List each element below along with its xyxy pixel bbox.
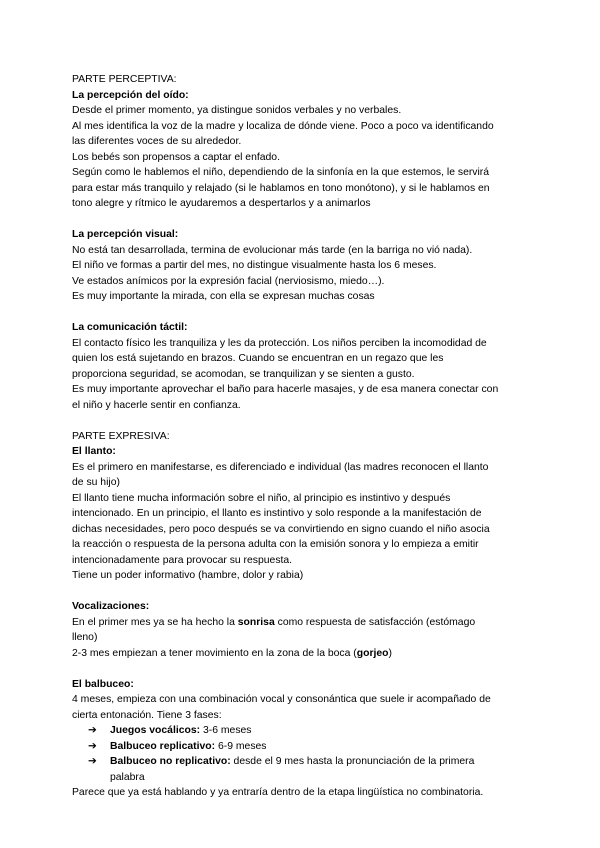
- phase-description: 3-6 meses: [200, 725, 252, 736]
- llanto-line: Es el primero en manifestarse, es diferenciado e individual (las madres reconocen el llanto: [72, 461, 489, 473]
- tactil-line: quien los está sujetando en brazos. Cuando se encuentran en un regazo que les: [72, 353, 444, 364]
- phase-name: Juegos vocálicos:: [110, 725, 201, 736]
- phase-list-item: [72, 754, 532, 770]
- llanto-line: de su hijo): [72, 477, 120, 488]
- paragraph-gap: [72, 212, 532, 228]
- oido-line: Desde el primer momento, ya distingue sonidos verbales y no verbales.: [72, 105, 402, 116]
- tactil-line: proporciona seguridad, se acomodan, se tranquilizan y se sienten a gusto.: [72, 368, 415, 380]
- oido-line: Según como le hablemos el niño, dependiendo de la sinfonía en la que estemos, le servirá: [72, 167, 490, 178]
- oido-line: Los bebés son propensos a captar el enfado.: [72, 151, 280, 163]
- subsection-title-oido: La percepción del oído:: [72, 89, 189, 101]
- arrow-bullet-icon: ➔: [88, 756, 97, 767]
- text-run: 2-3 mes empiezan a tener movimiento en la zona de la boca (: [72, 647, 357, 659]
- oido-line: tono alegre y rítmico le ayudaremos a despertarlos y a animarlos: [72, 198, 371, 209]
- llanto-line: dichas necesidades, pero poco después se va convirtiendo en signo cuando el niño asocia: [72, 523, 490, 535]
- paragraph-gap: [72, 305, 532, 321]
- emphasis-sonrisa: sonrisa: [237, 616, 275, 628]
- section-heading-expresiva: PARTE EXPRESIVA:: [72, 430, 170, 442]
- oido-line: para estar más tranquilo y relajado (si le hablamos en tono monótono), y si le hablamos en: [72, 182, 490, 194]
- paragraph-gap: [72, 661, 532, 677]
- llanto-line: intencionadamente para provocar su respuesta.: [72, 554, 293, 566]
- balbuceo-line: 4 meses, empieza con una combinación vocal y consonántica que suele ir acompañado de: [72, 694, 491, 705]
- subsection-title-visual: La percepción visual:: [72, 229, 179, 240]
- visual-line: Es muy importante la mirada, con ella se expresan muchas cosas: [72, 291, 375, 302]
- subsection-title-vocalizaciones: Vocalizaciones:: [72, 601, 150, 612]
- llanto-line: El llanto tiene mucha información sobre el niño, al principio es instintivo y después: [72, 492, 451, 504]
- llanto-line: intencionado. En un principio, el llanto es instintivo y solo responde a la manifestación de: [72, 508, 482, 519]
- visual-line: Ve estados anímicos por la expresión facial (nerviosismo, miedo…).: [72, 275, 385, 287]
- text-run: ): [388, 647, 392, 659]
- text-run: En el primer mes ya se ha hecho la: [72, 616, 238, 628]
- subsection-title-tactil: La comunicación táctil:: [72, 322, 188, 333]
- oido-line: Al mes identifica la voz de la madre y localiza de dónde viene. Poco a poco va identificando: [72, 120, 494, 132]
- visual-line: El niño ve formas a partir del mes, no distingue visualmente hasta los 6 meses.: [72, 260, 437, 271]
- phase-list-item: [72, 739, 532, 755]
- subsection-title-balbuceo: El balbuceo:: [72, 678, 134, 690]
- vocalizaciones-line: [72, 615, 532, 631]
- text-run: como respuesta de satisfacción (estómago: [274, 616, 476, 628]
- arrow-bullet-icon: ➔: [88, 725, 97, 736]
- vocalizaciones-line: lleno): [72, 632, 98, 643]
- balbuceo-closing: Parece que ya está hablando y ya entraría dentro de la etapa lingüística no combinatoria.: [72, 787, 484, 798]
- llanto-line: la reacción o respuesta de la persona adulta con la emisión sonora y lo empieza a emitir: [72, 539, 479, 550]
- phase-description: desde el 9 mes hasta la pronunciación de la primera: [230, 756, 475, 767]
- phase-description-continued: palabra: [110, 771, 145, 783]
- oido-line: las diferentes voces de su alrededor.: [72, 136, 242, 147]
- tactil-line: Es muy importante aprovechar el baño para hacerle masajes, y de esa manera conectar con: [72, 384, 499, 395]
- phase-list-item: [72, 723, 532, 739]
- paragraph-gap: [72, 413, 532, 429]
- document-page: [72, 72, 532, 801]
- visual-line: No está tan desarrollada, termina de evolucionar más tarde (en la barriga no vió nada).: [72, 244, 473, 256]
- phase-name: Balbuceo no replicativo:: [110, 756, 231, 767]
- tactil-line: El contacto físico les tranquiliza y les da protección. Los niños perciben la incomodidad de: [72, 337, 487, 349]
- emphasis-gorjeo: gorjeo: [356, 647, 389, 659]
- section-heading-perceptiva: PARTE PERCEPTIVA:: [72, 74, 177, 85]
- arrow-bullet-icon: ➔: [88, 740, 97, 752]
- phase-description: 6-9 meses: [215, 740, 267, 752]
- balbuceo-line: cierta entonación. Tiene 3 fases:: [72, 709, 222, 721]
- phase-name: Balbuceo replicativo:: [110, 740, 216, 752]
- llanto-line: Tiene un poder informativo (hambre, dolor y rabia): [72, 570, 304, 581]
- tactil-line: el niño y hacerle sentir en confianza.: [72, 399, 241, 411]
- subsection-title-llanto: El llanto:: [72, 446, 116, 457]
- paragraph-gap: [72, 584, 532, 600]
- vocalizaciones-line: [72, 646, 532, 662]
